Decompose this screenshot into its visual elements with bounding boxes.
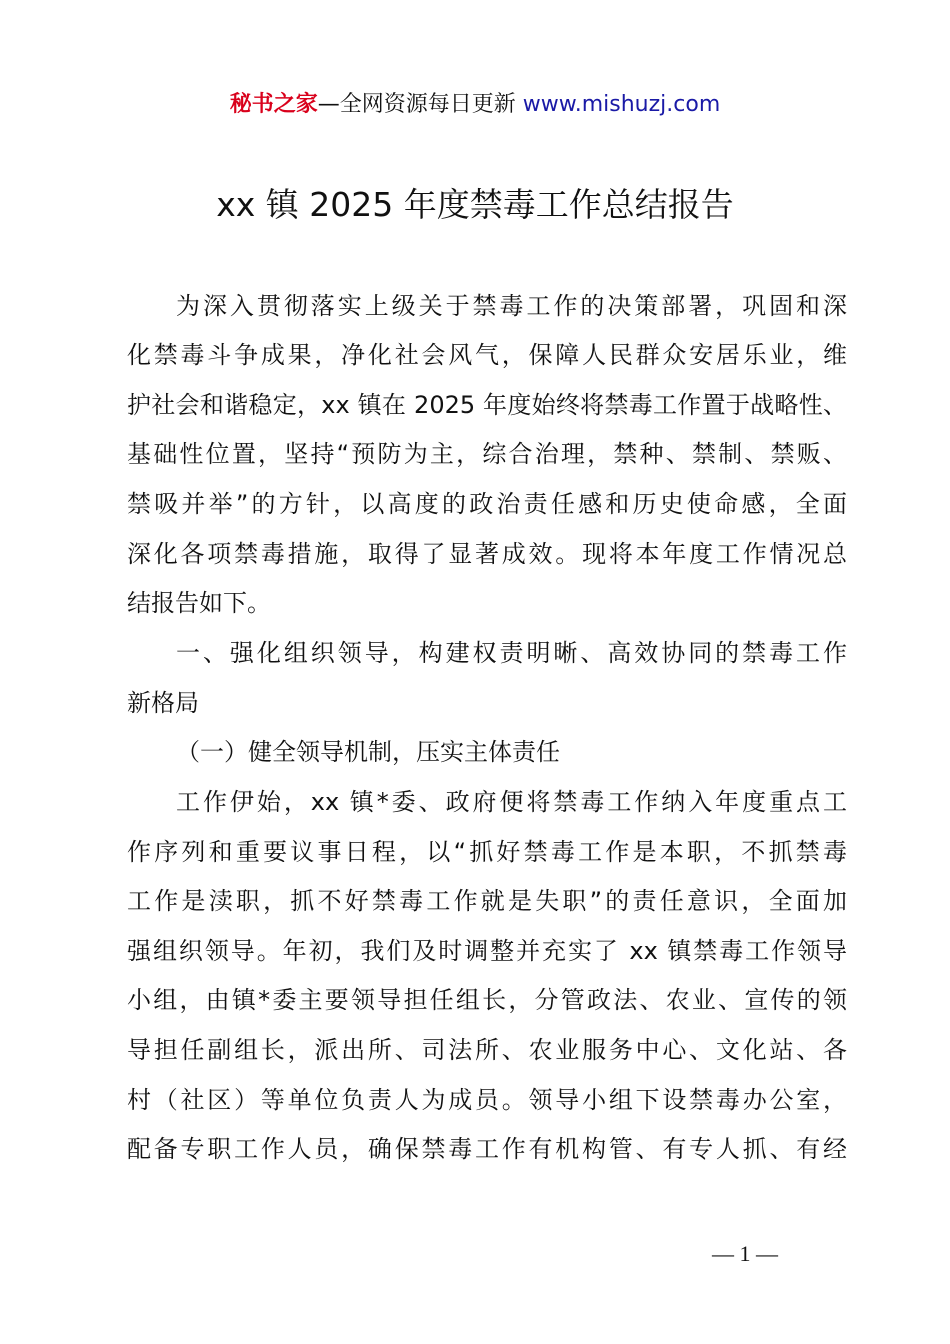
brand-name: 秘书之家 (229, 92, 318, 117)
site-header (0, 88, 950, 122)
body-line: 小组，由镇*委主要领导担任组长，分管政法、农业、宣传的领 (127, 986, 847, 1014)
body-line: 基础性位置，坚持“预防为主，综合治理，禁种、禁制、禁贩、 (127, 440, 847, 468)
section-heading-line: 新格局 (127, 689, 199, 717)
header-tagline: —全网资源每日更新 (317, 92, 516, 117)
section-heading-line: 一、强化组织领导，构建权责明晰、高效协同的禁毒工作 (176, 639, 847, 667)
body-line: 导担任副组长，派出所、司法所、农业服务中心、文化站、各 (127, 1036, 847, 1064)
body-line: 工作是渎职，抓不好禁毒工作就是失职”的责任意识，全面加 (127, 887, 847, 915)
body-line: 工作伊始，xx 镇*委、政府便将禁毒工作纳入年度重点工 (176, 788, 847, 816)
page-number: — 1 — (712, 1241, 778, 1266)
body-line: 强组织领导。年初，我们及时调整并充实了 xx 镇禁毒工作领导 (127, 937, 847, 965)
body-line: 深化各项禁毒措施，取得了显著成效。现将本年度工作情况总 (127, 540, 847, 568)
body-line: 化禁毒斗争成果，净化社会风气，保障人民群众安居乐业，维 (127, 341, 847, 369)
body-line: 村（社区）等单位负责人为成员。领导小组下设禁毒办公室， (127, 1086, 847, 1114)
body-line: 作序列和重要议事日程，以“抓好禁毒工作是本职，不抓禁毒 (127, 838, 847, 866)
body-line: 为深入贯彻落实上级关于禁毒工作的决策部署，巩固和深 (176, 292, 847, 320)
body-line: 配备专职工作人员，确保禁毒工作有机构管、有专人抓、有经 (127, 1135, 847, 1163)
body-line: 禁吸并举”的方针，以高度的政治责任感和历史使命感，全面 (127, 490, 847, 518)
body-line: 结报告如下。 (127, 589, 271, 617)
site-url-link[interactable]: www.mishuzj.com (522, 92, 721, 117)
body-line: 护社会和谐稳定，xx 镇在 2025 年度始终将禁毒工作置于战略性、 (127, 391, 847, 419)
subsection-heading: （一）健全领导机制，压实主体责任 (176, 738, 560, 766)
document-title: xx 镇 2025 年度禁毒工作总结报告 (216, 185, 734, 224)
